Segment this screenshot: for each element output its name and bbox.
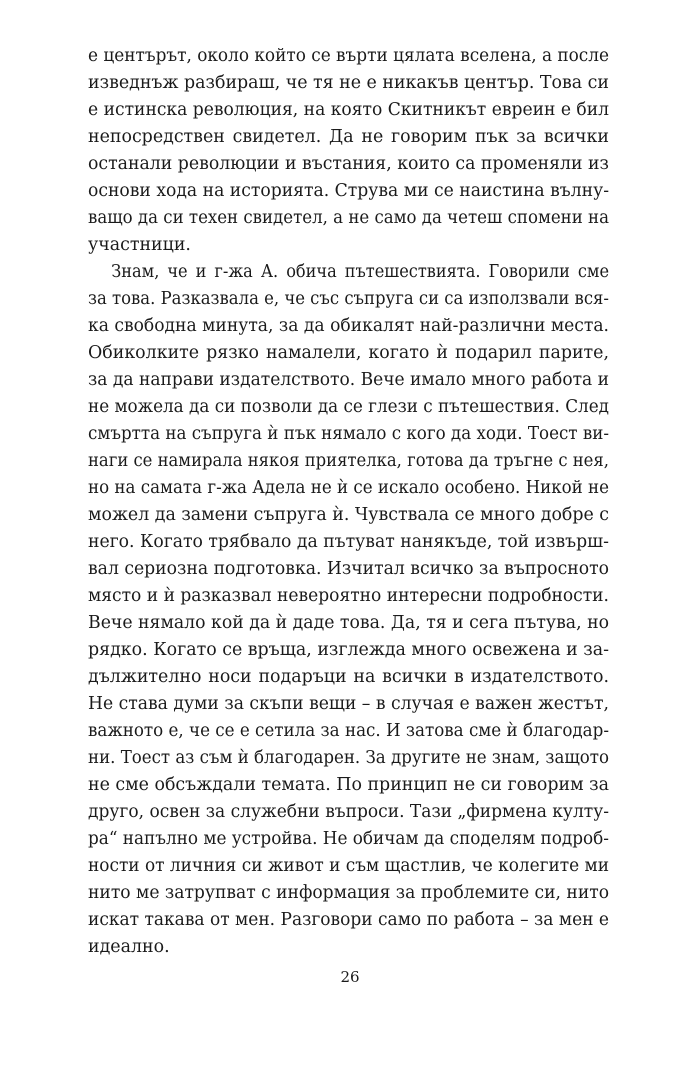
text-line: Обиколките рязко намалели, когато ѝ подарил парите, — [88, 343, 609, 363]
text-line: за да направи издателството. Вече имало много работа и — [88, 370, 610, 390]
text-line: наги се намирала някоя приятелка, готова да тръгне с нея, — [88, 451, 609, 471]
text-line: него. Когато трябвало да пътуват нанякъде, той извърш- — [88, 532, 609, 552]
text-line: ка свободна минута, за да обикалят най-различни места. — [88, 316, 610, 336]
text-line: рядко. Когато се връща, изглежда много освежена и за- — [88, 640, 610, 660]
text-line: важното е, че се е сетила за нас. И затова сме ѝ благодар- — [88, 721, 609, 741]
text-line: е центърът, около който се върти цялата вселена, а после — [88, 46, 609, 66]
text-line: останали революции и въстания, които са променяли из — [88, 154, 609, 174]
text-line: можел да замени съпруга ѝ. Чувствала се много добре с — [88, 505, 610, 525]
text-line: смъртта на съпруга ѝ пък нямало с кого да ходи. Тоест ви- — [88, 424, 610, 444]
body-text — [88, 43, 609, 961]
text-line: дължително носи подаръци на всички в издателството. — [88, 667, 609, 687]
text-line: вал сериозна подготовка. Изчитал всичко за въпросното — [88, 559, 609, 579]
text-line: не можела да си позволи да се глези с пътешествия. След — [88, 397, 609, 417]
text-line: изведнъж разбираш, че тя не е никакъв център. Това си — [88, 73, 609, 93]
text-line: искат такава от мен. Разговори само по работа – за мен е — [88, 910, 609, 930]
paragraph-start-line: Знам, че и г-жа А. обича пътешествията. Говорили сме — [111, 262, 610, 282]
text-line: не сме обсъждали темата. По принцип не си говорим за — [88, 775, 609, 795]
page-number: 26 — [340, 968, 360, 986]
text-line: за това. Разказвала е, че със съпруга си са използвали вся- — [88, 289, 609, 309]
text-line: ни. Тоест аз съм ѝ благодарен. За другите не знам, защото — [88, 748, 610, 768]
text-line: нито ме затрупват с информация за проблемите си, нито — [88, 883, 610, 903]
text-line: ности от личния си живот и съм щастлив, че колегите ми — [88, 856, 609, 876]
text-line: непосредствен свидетел. Да не говорим пък за всички — [88, 127, 609, 147]
text-line: ващо да си техен свидетел, а не само да четеш спомени на — [88, 208, 610, 228]
text-line: е истинска революция, на която Скитникът евреин е бил — [88, 100, 609, 120]
text-line: ра“ напълно ме устройва. Не обичам да споделям подроб- — [88, 829, 609, 849]
text-line: но на самата г-жа Адела не ѝ се искало особено. Никой не — [88, 478, 609, 498]
text-line: място и ѝ разказвал невероятно интересни подробности. — [88, 586, 609, 606]
text-line: друго, освен за служебни въпроси. Тази „фирмена култу- — [88, 802, 610, 822]
text-line: Вече нямало кой да ѝ даде това. Да, тя и сега пътува, но — [88, 613, 609, 633]
text-line: Не става думи за скъпи вещи – в случая е важен жестът, — [88, 694, 609, 714]
text-line: основи хода на историята. Струва ми се наистина вълну- — [88, 181, 610, 201]
paragraph-end-line: идеално. — [88, 937, 170, 957]
paragraph-end-line: участници. — [88, 235, 191, 255]
